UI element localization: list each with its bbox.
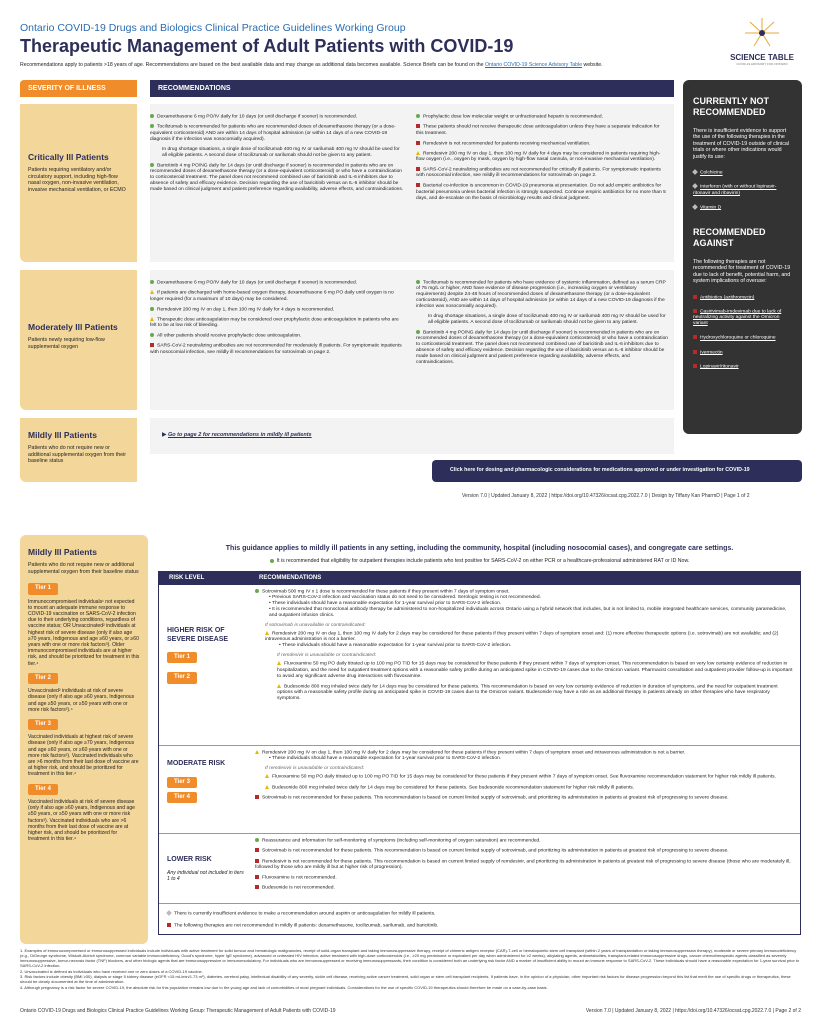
list-item: Ivermectin — [693, 350, 792, 356]
list-item: • Previous SARS-CoV-2 infection and vaccination status do not need to be considered. Serologic testing is not recommended. — [269, 595, 541, 601]
higher-risk-label: HIGHER RISK OF SEVERE DISEASE — [167, 627, 229, 643]
not-recommended-square-icon — [416, 141, 420, 145]
consider-triangle-icon — [265, 785, 269, 789]
footnote: 4. Although pregnancy is a risk factor for severe COVID-19, the absolute risk for this population remains low due to the young age and lack of comorbidities of most pregnant individuals. Considerations for the use of specific COVID-19 therapeutics should therefore be made on a case-by-case basis. — [20, 985, 548, 991]
consider-triangle-icon — [150, 290, 154, 294]
tier-block — [28, 719, 140, 778]
not-recommended-square-icon — [167, 923, 171, 927]
page-2-heading: This guidance applies to mildly ill patients in any setting, including the community, hospital (including nosocomial cases), and congregate care settings. — [225, 545, 734, 552]
recommended-dot-icon — [150, 333, 154, 337]
list-item: Dexamethasone 6 mg PO/IV daily for 10 days (or until discharge if sooner) is recommended. — [150, 114, 405, 120]
tier-badge: Tier 1 — [167, 652, 197, 663]
list-item: • It is recommended that monoclonal antibody therapy be administered to non-hospitalized individuals across Ontario using a hybrid network that includes, but is not limited to, mobile integrated healthcare services, community paramedicine, and outpatient infusion clinics. — [269, 607, 787, 619]
tier-block — [28, 673, 140, 713]
critical-left-col — [150, 114, 405, 197]
risk-table — [158, 571, 801, 935]
list-item: Budesonide is not recommended. — [255, 885, 793, 891]
moderate-title: Moderately Ill Patients — [28, 322, 118, 332]
not-recommended-text: There is insufficient evidence to support the use of the following therapies in the treatment of COVID-19 outside of clinical trials or where other indications would justify its use: — [693, 127, 789, 160]
recommendations-header: RECOMMENDATIONS — [150, 80, 674, 97]
risk-cell — [167, 856, 247, 882]
col-recommendations: RECOMMENDATIONS — [259, 575, 322, 581]
list-item: In drug shortage situations, a single dose of tocilizumab 400 mg IV or sarilumab 400 mg IV should be used for all eligible patients. A second dose of tocilizumab or sarilumab should not be given to any patient. — [428, 314, 666, 326]
list-item: Dexamethasone 6 mg PO/IV daily for 10 days (or until discharge if sooner) is recommended. — [150, 280, 405, 286]
lower-risk-label: LOWER RISK — [167, 856, 212, 863]
org-name: Ontario COVID-19 Drugs and Biologics Clinical Practice Guidelines Working Group — [20, 22, 406, 34]
consider-triangle-icon — [416, 151, 420, 155]
table-header — [159, 572, 800, 585]
risk-cell — [167, 627, 247, 684]
diamond-icon — [692, 184, 698, 190]
moderate-risk-recs — [255, 750, 793, 801]
tier-block — [28, 583, 140, 667]
dosing-button[interactable]: Click here for dosing and pharmacologic considerations for medications approved or under investigation for COVID-19 — [432, 460, 802, 482]
mild-severity-cell — [20, 418, 137, 482]
science-table-logo — [722, 16, 802, 66]
moderate-right-col — [416, 280, 668, 370]
tier-badge: Tier 1 — [28, 583, 58, 594]
list-item: Therapeutic dose anticoagulation may be considered over prophylactic dose anticoagulation in patients who are felt to be at low risk of bleeding. — [150, 317, 399, 329]
consider-triangle-icon — [277, 661, 281, 665]
list-item: Remdesivir is not recommended for these patients. This recommendation is based on current limited supply of remdesivir, and prioritizing its administration in patients at greatest risk of progressing to severe disease (those who are moderately ill, followed by those who are mildly ill but at higher risk of progression). — [255, 858, 791, 870]
list-item: Sotrovimab is not recommended for these patients. This recommendation is based on current limited supply of sotrovimab, and prioritizing its administration in patients at greatest risk of progressing to severe disease. — [255, 848, 793, 854]
list-item: Baricitinib 4 mg PO/NG daily for 14 days (or until discharge if sooner) is recommended in patients who are on recommended doses of dexamethasone therapy (or a dose-equivalent corticosteroid) or who have a contraindication to corticosteroid treatment. The panel does not recommend combined use of baricitinib and IL-6 inhibitors due to absence of safety and efficacy evidence. Decision regarding the use of baricitinib versus an IL-6 inhibitor should be made based on clinical judgment and patient preference regarding availability, adverse effects, and contraindications. — [150, 162, 404, 192]
go-to-page-2-link[interactable]: Go to page 2 for recommendations in mildly ill patients — [167, 432, 312, 438]
tier-text: Vaccinated individuals at risk of severe disease (only if also age ≥60 years, Indigenous and age ≥50 years, or ≥50 years with one or more risk factors³). Vaccinated individuals who are >6 months from their last dose of vaccine are at higher risk, and should be prioritized for treatment in this tier.⁴ — [28, 798, 136, 843]
list-item: Fluvoxamine 50 mg PO daily titrated up to 100 mg PO TID for 15 days may be considered for these patients if they present within 7 days of symptom onset. See fluvoxamine recommendation statement for higher risk mildly ill patients. — [255, 774, 793, 780]
not-recommended-square-icon — [255, 875, 259, 879]
recommended-dot-icon — [416, 280, 420, 284]
page-2-subhead: It is recommended that eligibility for outpatient therapies include patients who test positive for SARS-CoV-2 on either PCR or a healthcare-professional administered RAT or ID Now. — [158, 558, 801, 564]
mild-recommendations — [150, 418, 674, 454]
recommended-dot-icon — [270, 559, 274, 563]
not-recommended-square-icon — [255, 795, 259, 799]
list-item: Remdesivir 200 mg IV on day 1, then 100 mg IV daily for 4 days is recommended. — [150, 307, 405, 313]
recommended-dot-icon — [255, 838, 259, 842]
higher-risk-recs — [255, 589, 793, 702]
mild-title: Mildly Ill Patients — [28, 430, 97, 440]
list-item: If patients are discharged with home-based oxygen therapy, dexamethasone 6 mg PO daily until oxygen is no longer required (for a maximum of 10 days) may be considered. — [150, 290, 394, 302]
not-recommended-square-icon — [693, 350, 697, 354]
list-item: Reassurance and information for self-monitoring of symptoms (including self-monitoring of oxygen saturation) are recommended. — [255, 838, 793, 844]
not-recommended-square-icon — [693, 295, 697, 299]
not-recommended-square-icon — [416, 167, 420, 171]
list-item: Baricitinib 4 mg PO/NG daily for 14 days (or until discharge if sooner) is recommended in patients who are on recommended doses of dexamethasone therapy (or a dose-equivalent corticosteroid) or who have a contraindication to corticosteroid treatment. The panel does not recommend combined use of baricitinib and IL-6 inhibitors due to absence of safety and efficacy evidence. Decision regarding the use of baricitinib versus an IL-6 inhibitor should be made based on clinical judgment and patient preference regarding availability, adverse effects, and contraindications. — [416, 330, 669, 366]
footnote: 2. Unvaccinated is defined as individuals who have received one or zero doses of a COVID-19 vaccine. — [20, 968, 203, 974]
tier-text: Unvaccinated² individuals at risk of severe disease (only if also age ≥60 years, Indigenous and age ≥50 years, or ≥50 years with one or more risk factors³).⁴ — [28, 688, 135, 713]
not-recommended-square-icon — [416, 124, 420, 128]
list-item: • These individuals should have a reasonable expectation for 1-year survival prior to SARS-CoV-2 infection. — [279, 643, 512, 649]
list-item: Antibiotics (azithromycin) — [693, 295, 792, 301]
list-item: Interferon (with or without lopinavir-ritonavir and ribavirin) — [693, 184, 777, 196]
col-risk-level: RISK LEVEL — [169, 575, 205, 581]
science-table-link[interactable]: Ontario COVID-19 Science Advisory Table — [485, 62, 583, 68]
list-item: • These individuals should have a reasonable expectation for 1-year survival prior to SARS-CoV-2 infection. — [269, 756, 502, 762]
list-item: SARS-CoV-2 neutralizing antibodies are not recommended for moderately ill patients. For symptomatic inpatients with nosocomial infection, see mildly ill recommendations for sotrovimab on page 2. — [150, 343, 402, 355]
severity-header: SEVERITY OF ILLNESS — [20, 80, 137, 97]
insufficient-evidence-note: There is currently insufficient evidence to make a recommendation around aspirin or anticoagulation for mildly ill patients. — [167, 911, 792, 917]
tier-badge: Tier 4 — [28, 784, 58, 795]
recommended-against-heading: RECOMMENDED AGAINST — [693, 227, 766, 248]
recommended-dot-icon — [150, 307, 154, 311]
critical-severity-cell — [20, 104, 137, 262]
not-recommended-note: The following therapies are not recommended in mildly ill patients: dexamethasone, tocilizumab, sarilumab, and baricitinib. — [167, 923, 792, 929]
risk-cell — [167, 760, 247, 803]
not-recommended-square-icon — [255, 848, 259, 852]
tier-block — [28, 784, 140, 843]
list-item: Tocilizumab is recommended for patients who are recommended doses of dexamethasone therapy (or a dose-equivalent corticosteroid) AND are within 14 days of hospital admission (or within 14 days of a new COVID-19 diagnosis if the infection was nosocomially acquired). — [150, 124, 396, 142]
recommended-dot-icon — [150, 163, 154, 167]
list-item: In drug shortage situations, a single dose of tocilizumab 400 mg IV or sarilumab 400 mg IV should be used for all eligible patients. A second dose of tocilizumab or sarilumab should not be given to any patient. — [162, 146, 400, 158]
moderate-risk-label: MODERATE RISK — [167, 760, 226, 767]
consider-triangle-icon — [150, 317, 154, 321]
tier-badge: Tier 2 — [167, 672, 197, 683]
consider-triangle-icon — [255, 750, 259, 754]
recommended-dot-icon — [416, 330, 420, 334]
not-recommended-square-icon — [693, 364, 697, 368]
logo-subtitle: COVID-19 ADVISORY FOR ONTARIO — [736, 61, 788, 66]
list-item: Remdesivir 200 mg IV on day 1, then 100 mg IV daily for 4 days may be considered in patients requiring high-flow oxygen (i.e., oxygen by mask, oxygen by high-flow nasal cannula, or non-invasive mechanical ventilation). — [416, 151, 661, 163]
critical-title: Critically Ill Patients — [28, 152, 109, 162]
mild-sidebar-desc: Patients who do not require new or additional supplemental oxygen from their baseline status — [28, 562, 139, 575]
not-recommended-square-icon — [693, 335, 697, 339]
moderate-desc: Patients newly requiring low-flow supplemental oxygen — [28, 337, 105, 350]
list-item: Casirivimab-imdevimab due to lack of neutralizing activity against the Omicron variant — [693, 309, 782, 327]
recommended-dot-icon — [416, 114, 420, 118]
not-recommended-heading: CURRENTLY NOT RECOMMENDED — [693, 96, 770, 117]
table-row — [159, 746, 800, 834]
lower-risk-recs — [255, 838, 793, 891]
tier-badge: Tier 3 — [28, 719, 58, 730]
list-item: Tocilizumab is recommended for patients who have evidence of systemic inflammation, defined as a serum CRP of 75 mg/L or higher, AND have evidence of disease progression (i.e., increasing oxygen or ventilatory requirements) despite 24-48 hours of recommended doses of dexamethasone therapy (or a dose-equivalent corticosteroid), AND are within 14 days of hospital admission (or within 14 days of a new COVID-19 diagnosis if the infection was nosocomially acquired). — [416, 280, 666, 310]
page-1-footer: Version 7.0 | Updated January 8, 2022 | https://doi.org/10.47326/ocsat.cpg.2022.7.0 | Design by Tiffany Kan PharmD | Page 1 of 2 — [462, 493, 750, 499]
list-item: • These individuals should have a reasonable expectation for 1-year survival prior to SARS-CoV-2 infection. — [269, 601, 502, 607]
page-2-footer-right: Version 7.0 | Updated January 8, 2022 | https://doi.org/10.47326/ocsat.cpg.2022.7.0 | Page 2 of 2 — [585, 1008, 801, 1014]
tier-text: Vaccinated individuals at highest risk of severe disease (only if also age ≥70 years, Indigenous and age ≥60 years, or ≥60 years with one or more risk factors³). Vaccinated individuals who are >6 months from their last dose of vaccine are at higher risk, and should be prioritized for treatment in this tier.⁴ — [28, 734, 139, 778]
list-item: SARS-CoV-2 neutralizing antibodies are not recommended for critically ill patients. For symptomatic inpatients with nosocomial infection, see mildly ill recommendations for sotrovimab on page 2. — [416, 167, 661, 179]
critical-right-col — [416, 114, 668, 206]
list-item: Budesonide 800 mcg inhaled twice daily for 14 days may be considered for these patients. This recommendation is based on very low certainty evidence of reduction in duration of symptoms, and the need for outpatient treatment options with a reasonable safety profile during an anticipated spike in COVID-19 cases due to the Omicron variant. Budesonide may have a role as an additional therapy in patients already on other therapies who have respiratory symptoms. — [277, 683, 778, 701]
list-item: Fluvoxamine 50 mg PO daily titrated up to 100 mg PO TID for 15 days may be considered for these patients if they present within 7 days of symptom onset. This recommendation is based on very low certainty evidence of reduction in hospitalization, and the need for outpatient treatment options with a reasonable safety profile during an anticipated spike in COVID-19 cases due to the Omicron variant. Pharmacist consultation and outpatient provider follow-up is important to avoid any significant adverse drug interactions with fluvoxamine. — [277, 661, 793, 679]
list-item: Colchicine — [693, 170, 792, 176]
recommended-dot-icon — [150, 114, 154, 118]
page-title: Therapeutic Management of Adult Patients with COVID-19 — [20, 36, 514, 56]
list-item: All other patients should receive prophylactic dose anticoagulation. — [150, 333, 405, 339]
table-row — [159, 834, 800, 904]
tier-text: Immunocompromised individuals¹ not expected to mount an adequate immune response to COVID-19 vaccination or SARS-CoV-2 infection due to their underlying conditions, regardless of vaccine status; OR Unvaccinated² individuals at highest risk of severe disease (only if also age ≥70 years, Indigenous and age ≥60 years, or ≥60 years with one or more risk factors³). Older immunocompromised individuals are at higher risk, and should be prioritized for treatment in this tier.⁴ — [28, 598, 140, 667]
not-recommended-square-icon — [693, 309, 697, 313]
critical-desc: Patients requiring ventilatory and/or circulatory support, including high-flow nasal oxygen, non-invasive ventilation, invasive mechanical ventilation, or ECMO — [28, 167, 126, 193]
consider-triangle-icon — [265, 631, 269, 635]
recommended-against-text: The following therapies are not recommended for treatment of COVID-19 due to lack of benefit, potential harm, and system implications of overuse: — [693, 258, 791, 285]
arrow-right-icon: ▶ — [162, 432, 167, 438]
if-unavailable-note: If remdesivir is unavailable or contraindicated: — [277, 653, 377, 659]
diamond-icon — [166, 910, 172, 916]
page-1 — [0, 0, 821, 510]
recommended-dot-icon — [150, 280, 154, 284]
diamond-icon — [692, 204, 698, 210]
not-recommended-square-icon — [255, 859, 259, 863]
list-item: Remdesivir 200 mg IV on day 1, then 100 mg IV daily for 2 days may be considered for these patients if they present within 7 days of symptom onset and: (1) more effective therapeutic options (i.e. sotrovimab) are not available; and (2) intravenous administration is not a barrier. — [265, 631, 779, 643]
list-item: Hydroxychloroquine or chloroquine — [693, 335, 792, 341]
mild-tier-sidebar — [20, 535, 148, 944]
page-2 — [0, 527, 821, 1024]
if-unavailable-note: If sotrovimab is unavailable or contraindicated: — [265, 623, 366, 629]
list-item: Bacterial co-infection is uncommon in COVID-19 pneumonia at presentation. Do not add empiric antibiotics for bacterial pneumonia unless bacterial infection is strongly suspected. Continue empiric antibiotics for no more than 5 days, and de-escalate on the basis of microbiology results and clinical judgment. — [416, 183, 666, 201]
moderate-severity-cell — [20, 270, 137, 410]
tier-badge: Tier 2 — [28, 673, 58, 684]
list-item: Budesonide 800 mcg inhaled twice daily for 14 days may be considered for these patients. See budesonide recommendation statement for higher risk mildly ill patients. — [255, 785, 793, 791]
moderate-recommendations — [150, 270, 674, 410]
consider-triangle-icon — [277, 684, 281, 688]
list-item: Prophylactic dose low molecular weight or unfractionated heparin is recommended. — [416, 114, 668, 120]
not-recommended-square-icon — [255, 885, 259, 889]
intro-text: Recommendations apply to patients >18 years of age. Recommendations are based on the best available data and may change as additional data becomes available. Science Briefs can be found on the Ontario COVID-19 Science Advisory Table website. — [20, 62, 603, 68]
lower-risk-desc: Any individual not included in tiers 1 to 4 — [167, 869, 244, 882]
mild-desc: Patients who do not require new or additional supplemental oxygen from their baseline status — [28, 445, 127, 465]
page-2-footer-left: Ontario COVID-19 Drugs and Biologics Clinical Practice Guidelines Working Group: Therapeutic Management of Adult Patients with COVID-19 — [20, 1008, 336, 1014]
not-recommended-square-icon — [150, 343, 154, 347]
list-item: Vitamin D — [693, 205, 792, 211]
if-unavailable-note: If remdesivir is unavailable or contraindicated: — [265, 766, 365, 772]
critical-recommendations — [150, 104, 674, 262]
diamond-icon — [692, 169, 698, 175]
list-item: Remdesivir 200 mg IV on day 1, then 100 mg IV daily for 2 days may be considered for these patients if they present within 7 days of symptom onset and intravenous administration is not a barrier. — [255, 750, 793, 756]
footnote: 3. Risk factors include obesity (BMI ≥30), dialysis or stage 5 kidney disease (eGFR <15 mL/min/1.73 m²), diabetes, cerebral palsy, intellectual disability of any severity, sickle cell disease, receiving active cancer treatment, solid organ or stem cell transplant recipients. If patients have, in the opinion of a physician, other important risk factors for disease progression beyond this list that merit the use of specific drugs or therapeutics, these should be clearly documented at the time of administration. — [20, 974, 791, 985]
list-item: Fluvoxamine is not recommended. — [255, 875, 793, 881]
list-item: Remdesivir is not recommended for patients receiving mechanical ventilation. — [416, 141, 668, 147]
list-item: Sotrovimab is not recommended for these patients. This recommendation is based on current limited supply of sotrovimab, and prioritizing its administration in patients at greatest risk of progressing to severe disease. — [255, 795, 793, 801]
logo-name: SCIENCE TABLE — [730, 52, 794, 62]
logo-burst-icon — [742, 16, 782, 50]
list-item: These patients should not receive therapeutic dose anticoagulation unless they have a separate indication for this treatment. — [416, 124, 660, 136]
list-item: Lopinavir/ritonavir — [693, 364, 792, 370]
table-row — [159, 585, 800, 746]
tier-badge: Tier 4 — [167, 792, 197, 803]
recommended-dot-icon — [150, 124, 154, 128]
moderate-left-col — [150, 280, 405, 360]
footnotes — [20, 949, 801, 991]
consider-triangle-icon — [265, 774, 269, 778]
recommended-dot-icon — [255, 589, 259, 593]
list-item: Sotrovimab 500 mg IV x 1 dose is recommended for these patients if they present within 7 days of symptom onset. — [255, 589, 793, 595]
sidebar — [683, 80, 802, 434]
tier-badge: Tier 3 — [167, 777, 197, 788]
footnote: 1. Examples of immunocompromised or immunosuppressed individuals include individuals with active treatment for solid tumour and hematologic malignancies, receipt of solid-organ transplant and taking immunosuppressive therapy, receipt of chimeric antigen receptor (CAR)-T-cell or hematopoietic stem cell transplant (within 2 years of transplantation or taking immunosuppression therapy), moderate or severe primary immunodeficiency (e.g., DiGeorge syndrome, Wiskott-Aldrich syndrome, common variable immunodeficiency, Good's syndrome, hyper IgE syndrome), advanced or untreated HIV infection, active treatment with high-dose corticosteroids (i.e., ≥20 mg prednisone or equivalent per day when administered for ≥2 weeks), alkylating agents, antimetabolites, transplant-related immunosuppressive drugs, cancer chemotherapeutic agents classified as severely immunosuppressive, tumor-necrosis factor (TNF) blockers, and other biologic agents that are immunosuppressive or immunomodulatory. For individuals who are immunosuppressed or receiving immunosuppressants, their condition is considered both an underlying risk factor AND a marker of insufficient ability to mount an immune response to SARS-CoV-2. These individuals should have a reasonable expectation for 1-year survival prior to SARS-CoV-2 infection. — [20, 948, 800, 968]
mild-sidebar-title: Mildly Ill Patients — [28, 547, 97, 557]
not-recommended-square-icon — [416, 183, 420, 187]
